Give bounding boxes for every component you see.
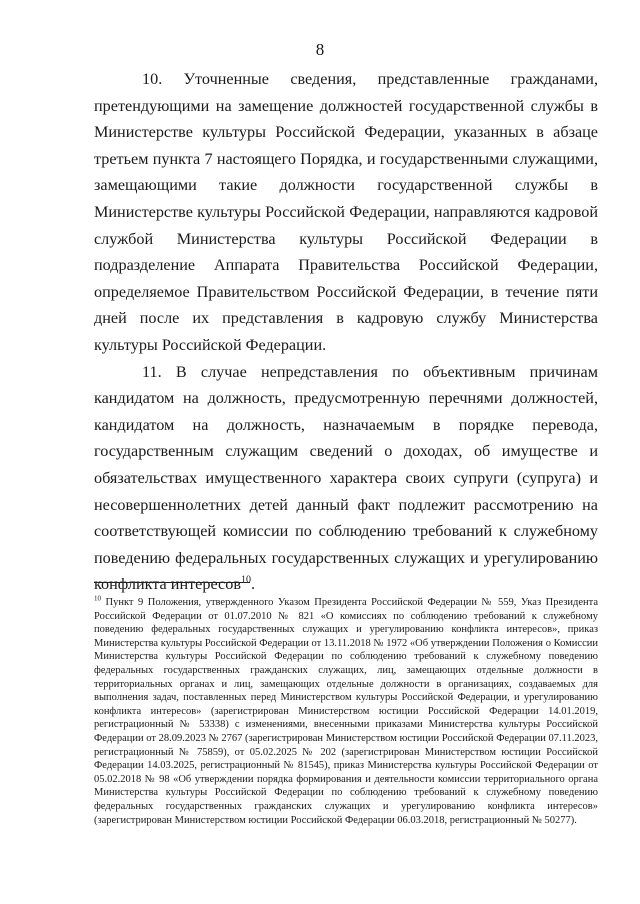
- footnote-marker: 10: [94, 594, 101, 603]
- paragraph-11: [94, 359, 598, 598]
- footnote-reference[interactable]: 10: [240, 574, 251, 586]
- document-body: [94, 66, 598, 598]
- footnote-text: Пункт 9 Положения, утвержденного Указом Президента Российской Федерации № 559, Указ Президента Российской Федерации от 01.07.2010 № 821 «О комиссиях по соблюдению требований к служебному поведению федеральных государственных служащих и урегулированию конфликта интересов», приказ Министерства культуры Российской Федерации от 13.11.2018 № 1972 «Об утверждении Положения о Комиссии Министерства культуры Российской Федерации по соблюдению требований к служебному поведению федеральных государственных гражданских служащих, лиц, замещающих отдельные должности в территориальных органах и лиц, замещающих отдельные должности в организациях, создаваемых для выполнения задач, поставленных перед Министерством культуры Российской Федерации, и урегулированию конфликта интересов» (зарегистрирован Министерством юстиции Российской Федерации 14.01.2019, регистрационный № 53338) с изменениями, внесенными приказами Министерства культуры Российской Федерации от 28.09.2023 № 2767 (зарегистрирован Министерством юстиции Российской Федерации 07.11.2023, регистрационный № 75859), от 05.02.2025 № 202 (зарегистрирован Министерством юстиции Российской Федерации 14.03.2025, регистрационный № 81545), приказ Министерства культуры Российской Федерации от 05.02.2018 № 98 «Об утверждении порядка формирования и деятельности комиссии территориального органа Министерства культуры Российской Федерации по соблюдению требований к служебному поведению федеральных государственных гражданских служащих и урегулированию конфликта интересов» (зарегистрирован Министерством юстиции Российской Федерации 06.03.2018, регистрационный № 50277).: [94, 597, 598, 826]
- paragraph-11-end: .: [250, 575, 256, 594]
- footnote-10: [94, 596, 598, 827]
- footnote-separator: [94, 582, 250, 583]
- paragraph-10: 10. Уточненные сведения, представленные гражданами, претендующими на замещение должностей государственной службы в Министерстве культуры Российской Федерации, указанных в абзаце третьем пункта 7 настоящего Порядка, и государственными служащими, замещающими такие должности государственной службы в Министерстве культуры Российской Федерации, направляются кадровой службой Министерства культуры Российской Федерации в подразделение Аппарата Правительства Российской Федерации, определяемое Правительством Российской Федерации, в течение пяти дней после их представления в кадровую службу Министерства культуры Российской Федерации.: [94, 70, 598, 354]
- paragraph-11-text: 11. В случае непредставления по объективным причинам кандидатом на должность, предусмотренную перечнями должностей, кандидатом на должность, назначаемым в порядке перевода, государственным служащим сведений о доходах, об имуществе и обязательствах имущественного характера своих супруги (супруга) и несовершеннолетних детей данный факт подлежит рассмотрению на соответствующей комиссии по соблюдению требований к служебному поведению федеральных государственных служащих и урегулированию конфликта интересов: [94, 362, 598, 594]
- page-number: 8: [315, 40, 325, 59]
